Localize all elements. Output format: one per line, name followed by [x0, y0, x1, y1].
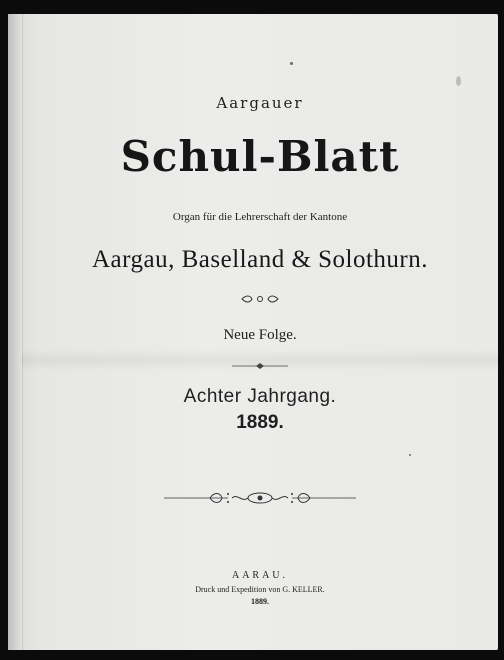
imprint-year: 1889. [251, 597, 269, 606]
book-page [8, 14, 498, 650]
volume-label: Achter Jahrgang. [183, 386, 337, 407]
decorative-rule [22, 362, 498, 370]
new-series-label: Neue Folge. [223, 327, 297, 343]
paper-stain [456, 76, 461, 86]
large-ornament [22, 490, 498, 506]
volume-year: 1889. [236, 412, 284, 433]
series-label: Aargauer [216, 94, 304, 112]
small-ornament [22, 294, 498, 304]
imprint-printer: Druck und Expedition von G. KELLER. [195, 585, 325, 594]
cantons-line: Aargau, Baselland & Solothurn. [91, 246, 429, 273]
subtitle: Organ für die Lehrerschaft der Kantone [172, 211, 348, 223]
main-title: Schul-Blatt [120, 132, 400, 181]
book-spine [8, 14, 23, 650]
imprint-city: AARAU. [231, 570, 289, 581]
paper-speck [409, 454, 411, 456]
paper-speck [290, 62, 293, 65]
